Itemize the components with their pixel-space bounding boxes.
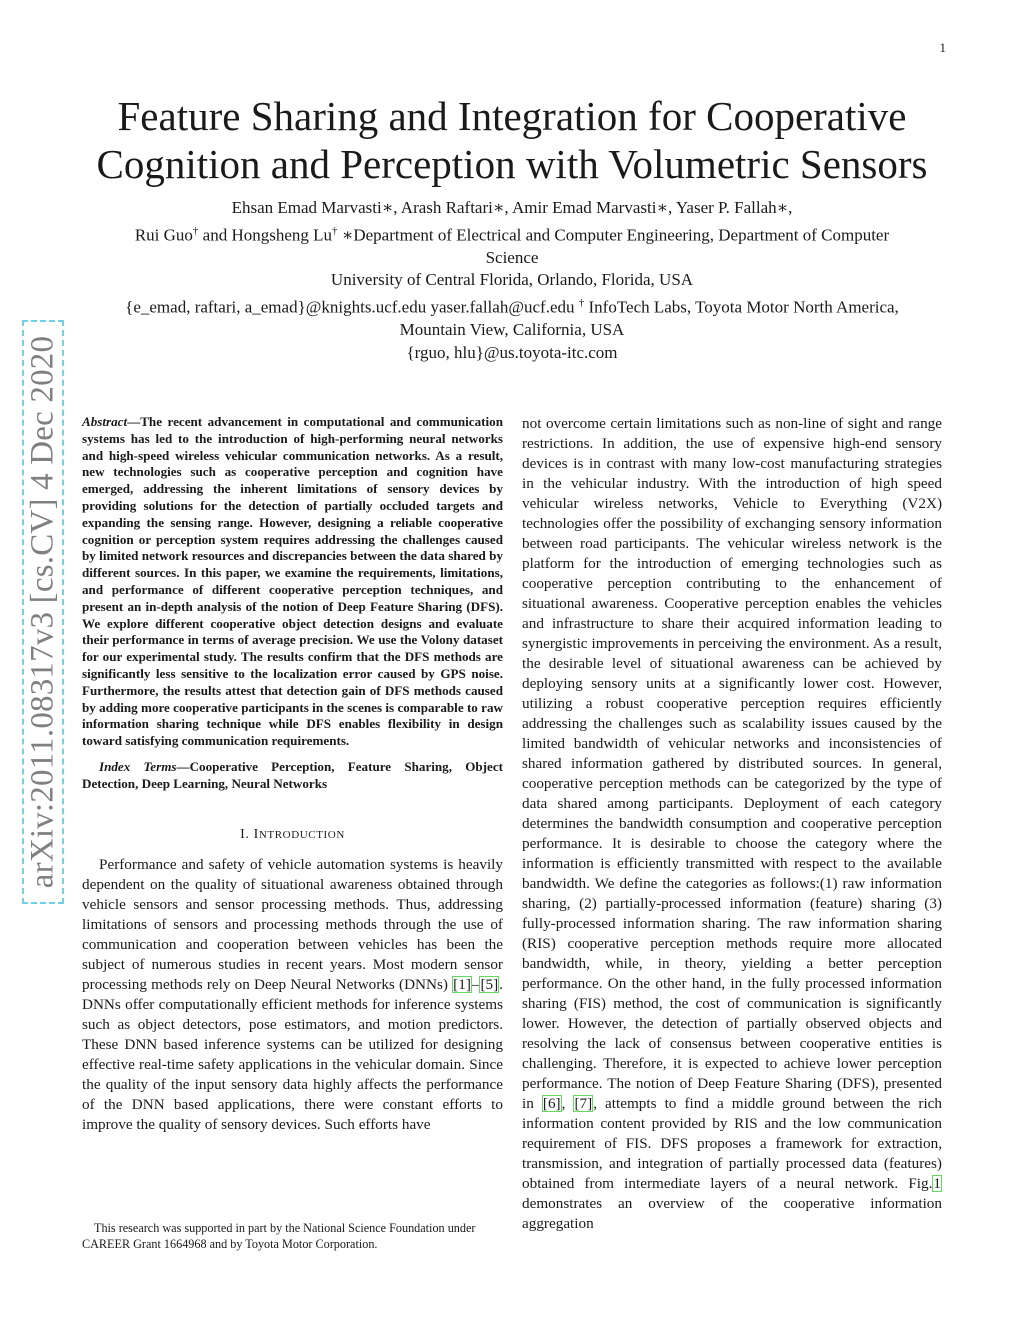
author-line-7[interactable]: {rguo, hlu}@us.toyota-itc.com: [406, 342, 618, 362]
email-ucf[interactable]: {e_emad, raftari, a_emad}@knights.ucf.edu yaser.fallah@ucf.edu: [125, 297, 575, 317]
author-line-2: [80, 220, 944, 247]
author-line-5: [80, 292, 944, 319]
title-line-1: Feature Sharing and Integration for Cooperative: [117, 93, 907, 139]
dagger-mark: †: [578, 297, 585, 310]
intro-left-part2: . DNNs offer computationally efficient methods for inference systems such as object detectors, pose estimators, and motion predictors. These DNN based inference systems can be utilized for designing effective real-time safety applications in the vehicular domain. Since the quality of the input sensory data highly affects the performance of the DNN based applications, there were constant efforts to improve the quality of sensory devices. Such efforts have: [82, 975, 503, 1133]
author-block: [80, 197, 944, 364]
author-line-3: Science: [485, 247, 539, 267]
citation-link-1[interactable]: [1]: [453, 975, 471, 993]
author-name-guo: Rui Guo: [134, 225, 193, 245]
dagger-mark: †: [192, 224, 199, 237]
section-numeral: I. I: [240, 826, 259, 842]
affiliation-ucf: ∗Department of Electrical and Computer Engineering, Department of Computer: [341, 225, 890, 245]
page-number: 1: [939, 40, 946, 55]
author-line-4: University of Central Florida, Orlando, Florida, USA: [330, 270, 694, 290]
affiliation-toyota: InfoTech Labs, Toyota Motor North America,: [588, 297, 899, 317]
author-name-lu: and Hongsheng Lu: [202, 225, 333, 245]
abstract: [82, 414, 503, 750]
index-terms-label: Index Terms: [99, 758, 177, 774]
arxiv-identifier-text: arXiv:2011.08317v3 [cs.CV] 4 Dec 2020: [24, 335, 61, 889]
author-line-6: Mountain View, California, USA: [399, 320, 625, 340]
citation-dash: –: [471, 975, 480, 993]
intro-left-part1: Performance and safety of vehicle automation systems is heavily dependent on the quality of situational awareness obtained through vehicle sensors and sensor processing methods. Thus, addressing limitations of sensors and processing methods through the use of communication and cooperation between vehicles has been the subject of numerous studies in recent years. Most modern sensor processing methods rely on Deep Neural Networks (DNNs): [82, 855, 503, 993]
index-terms-text: —Cooperative Perception, Feature Sharing, Object Detection, Deep Learning, Neural Networks: [82, 758, 504, 791]
citation-separator: ,: [561, 1095, 574, 1112]
footnote: [82, 1221, 503, 1252]
section-title-smallcaps: NTRODUCTION: [258, 828, 345, 841]
index-terms: [82, 759, 503, 793]
citation-link-5[interactable]: [5]: [480, 975, 499, 993]
intro-paragraph-right: [522, 414, 942, 1234]
right-column: [522, 414, 942, 1234]
intro-right-part1: not overcome certain limitations such as non-line of sight and range restrictions. In addition, the use of expensive high-end sensory devices is in contrast with many low-cost manufacturing strategies in the vehicular industry. With the introduction of high speed vehicular wireless networks, Vehicle to Everything (V2X) technologies offer the possibility of exchanging sensory information between road participants. The vehicular wireless network is the platform for the introduction of emerging technologies such as cooperative perception contributing to the enhancement of situational awareness. Cooperative perception enables the vehicles and infrastructure to share their acquired information leading to synergistic improvements in perceiving the environment. As a result, the desirable level of situational awareness can be achieved by deploying sensory units at a significantly lower cost. However, utilizing a robust cooperative perception requires efficiently addressing the challenges such as scalability issues caused by the limited bandwidth of vehicular networks and inconsistencies of shared information gathered by distributed sources. In general, cooperative perception methods can be categorized by the type of data shared among participants. Deployment of each category determines the bandwidth consumption and cooperative perception performance. It is desirable to choose the category where the information is efficiently transmitted with respect to the available bandwidth. We define the categories as follows:(1) raw information sharing, (2) partially-processed information (feature) sharing (3) fully-processed information sharing. The raw information sharing (RIS) cooperative perception methods require more allocated bandwidth, while, in theory, yielding a better perception performance. On the other hand, in the fully processed information sharing (FIS) method, the cost of communication is significantly lower. However, the detection of partially observed objects and resolving the lack of consensus between cooperative entities is challenging. Therefore, it is expected to achieve lower perception performance. The notion of Deep Feature Sharing (DFS), presented in: [522, 415, 942, 1112]
abstract-label: Abstract: [82, 414, 128, 429]
citation-link-6[interactable]: [6]: [542, 1095, 561, 1112]
abstract-text: —The recent advancement in computational and communication systems has led to the introduction of high-performing neural networks and high-speed wireless vehicular communication networks. As a result, new technologies such as cooperative perception and cognition have emerged, addressing the inherent limitations of sensory devices by providing solutions for the detection of partially occluded targets and expanding the sensing range. However, designing a reliable cooperative cognition or perception system requires addressing the challenges caused by limited network resources and discrepancies between the data shared by different sources. In this paper, we examine the requirements, limitations, and performance of different cooperative perception techniques, and present an in-depth analysis of the notion of Deep Feature Sharing (DFS). We explore different cooperative object detection designs and evaluate their performance in terms of average precision. We use the Volony dataset for our experimental study. The results confirm that the DFS methods are significantly less sensitive to the localization error caused by GPS noise. Furthermore, the results attest that detection gain of DFS methods caused by adding more cooperative participants in the scenes is comparable to raw information sharing technique while DFS enables flexibility in design toward satisfying communication requirements.: [82, 414, 503, 749]
footnote-line-1: This research was supported in part by the National Science Foundation: [94, 1221, 445, 1235]
author-line-1: Ehsan Emad Marvasti∗, Arash Raftari∗, Amir Emad Marvasti∗, Yaser P. Fallah∗,: [231, 198, 793, 217]
footnote-line-2: under CAREER Grant 1664968 and by Toyota Motor Corporation.: [82, 1221, 476, 1251]
intro-paragraph-left: [82, 855, 503, 1135]
title-line-2: Cognition and Perception with Volumetric Sensors: [96, 141, 928, 187]
dagger-mark: †: [332, 224, 338, 237]
arxiv-identifier-stamp[interactable]: [22, 320, 64, 904]
intro-right-part2: , attempts to find a middle ground between the rich information content provided by RIS and the low communication requirement of FIS. DFS proposes a framework for extraction, transmission, and integration of partially processed data (features) obtained from intermediate layers of a neural network. Fig.: [522, 1095, 942, 1192]
section-heading-introduction: [82, 827, 503, 843]
paper-title: [60, 92, 964, 188]
intro-right-part3: demonstrates an overview of the cooperative information aggregation: [522, 1195, 942, 1232]
citation-link-7[interactable]: [7]: [574, 1095, 593, 1112]
left-column: [82, 414, 503, 1135]
figure-link-1[interactable]: 1: [933, 1175, 941, 1192]
